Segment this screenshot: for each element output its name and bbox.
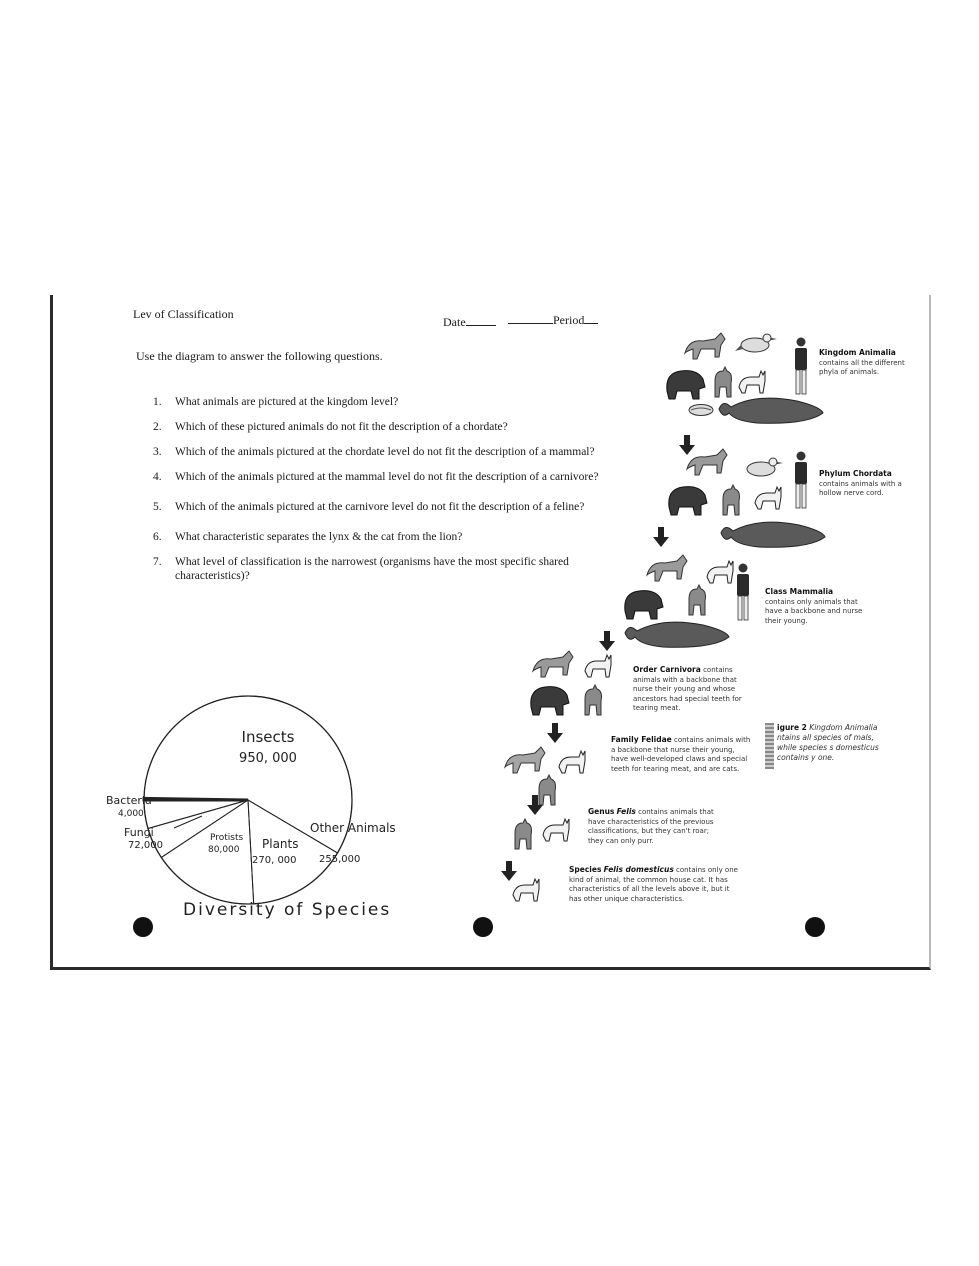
- ladder-level-order: Order Carnivora contains animals with a backbone that nurse their young and whose ancestors had special teeth for tearing meat.: [633, 665, 742, 712]
- wolf-illustration: [683, 445, 731, 479]
- ladder-level-genus: Genus Felis contains animals that have characteristics of the previous classifications, but they can't roar; they can only purr.: [588, 807, 714, 845]
- cat-illustration: [557, 747, 587, 775]
- pie-chart-title: Diversity of Species: [183, 900, 392, 920]
- cat-illustration: [511, 875, 541, 903]
- pie-value-plants: 270, 000: [252, 855, 297, 866]
- binder-hole: [133, 917, 153, 937]
- pie-label-plants: Plants: [262, 837, 299, 851]
- lynx-illustration: [579, 683, 607, 717]
- instruction-text: Use the diagram to answer the following questions.: [136, 349, 383, 363]
- cat-illustration: [541, 815, 571, 843]
- question-item: 3. Which of the animals pictured at the chordate level do not fit the description of a mammal?: [153, 446, 595, 458]
- binder-hole: [805, 917, 825, 937]
- whale-illustration: [717, 391, 827, 429]
- wolf-illustration: [643, 551, 691, 585]
- pie-label-bacteria: Bacteria: [106, 794, 152, 807]
- human-illustration: [791, 451, 811, 511]
- bird-illustration: [741, 451, 785, 481]
- period-field: [508, 313, 598, 328]
- question-item: 6. What characteristic separates the lynx & the cat from the lion?: [153, 531, 463, 543]
- question-list: [153, 395, 623, 583]
- question-item: 7. What level of classification is the narrowest (organisms have the most specific shared characteristics)?: [153, 556, 569, 582]
- clam-illustration: [687, 403, 715, 417]
- figure-caption-margin: [765, 723, 774, 769]
- pie-value-protists: 80,000: [208, 845, 240, 855]
- pie-label-protists: Protists: [210, 833, 244, 843]
- ladder-level-kingdom: Kingdom Animalia contains all the different phyla of animals.: [819, 348, 905, 376]
- pie-label-other-animals: Other Animals: [310, 821, 396, 835]
- question-item: 2. Which of these pictured animals do not fit the description of a chordate?: [153, 421, 508, 433]
- bear-illustration: [665, 481, 709, 517]
- pie-value-insects: 950, 000: [239, 751, 297, 766]
- lynx-illustration: [683, 583, 711, 617]
- bear-illustration: [527, 681, 571, 717]
- question-item: 5. Which of the animals pictured at the carnivore level do not fit the description of a feline?: [153, 501, 585, 513]
- bird-illustration: [735, 327, 779, 357]
- arrow-down-icon: [653, 527, 669, 547]
- whale-illustration: [623, 615, 733, 653]
- figure-caption: igure 2 Kingdom Animalia ntains all species of mals, while species s domesticus contains y one.: [765, 723, 889, 763]
- pie-value-fungi: 72,000: [128, 840, 163, 851]
- human-illustration: [791, 337, 811, 397]
- arrow-down-icon: [527, 795, 543, 815]
- lynx-illustration: [509, 817, 537, 851]
- worksheet-title: Lev of Classification: [133, 307, 234, 321]
- date-field: [443, 315, 496, 330]
- ladder-level-family: Family Felidae contains animals with a backbone that nurse their young, have well-developed claws and special teeth for tearing meat, and are cats.: [611, 735, 751, 773]
- wolf-illustration: [681, 329, 729, 363]
- whale-illustration: [719, 515, 829, 553]
- date-label: Date: [443, 315, 466, 329]
- pie-label-insects: Insects: [241, 728, 295, 746]
- arrow-down-icon: [547, 723, 563, 743]
- period-label: Period: [553, 313, 585, 327]
- cat-illustration: [705, 557, 735, 585]
- ladder-level-phylum: Phylum Chordata contains animals with a hollow nerve cord.: [819, 469, 902, 497]
- pie-value-bacteria: 4,000: [118, 809, 144, 819]
- pie-label-fungi: Fungi: [124, 826, 154, 839]
- question-item: 4. Which of the animals pictured at the mammal level do not fit the description of a carnivore?: [153, 471, 599, 483]
- lion-illustration: [501, 743, 549, 777]
- arrow-down-icon: [599, 631, 615, 651]
- cat-illustration: [583, 651, 613, 679]
- binder-hole: [473, 917, 493, 937]
- cat-illustration: [753, 483, 783, 511]
- ladder-level-class: Class Mammalia contains only animals that have a backbone and nurse their young.: [765, 587, 863, 625]
- human-illustration: [733, 563, 753, 623]
- question-item: 1. What animals are pictured at the kingdom level?: [153, 396, 399, 408]
- ladder-level-species: Species Felis domesticus contains only one kind of animal, the common house cat. It has characteristics of all the levels above it, but it has other unique characteristics.: [569, 865, 738, 903]
- lynx-illustration: [717, 483, 745, 517]
- wolf-illustration: [529, 647, 577, 681]
- bear-illustration: [663, 365, 707, 401]
- worksheet-page: [50, 295, 931, 970]
- pie-value-other-animals: 255,000: [319, 854, 361, 865]
